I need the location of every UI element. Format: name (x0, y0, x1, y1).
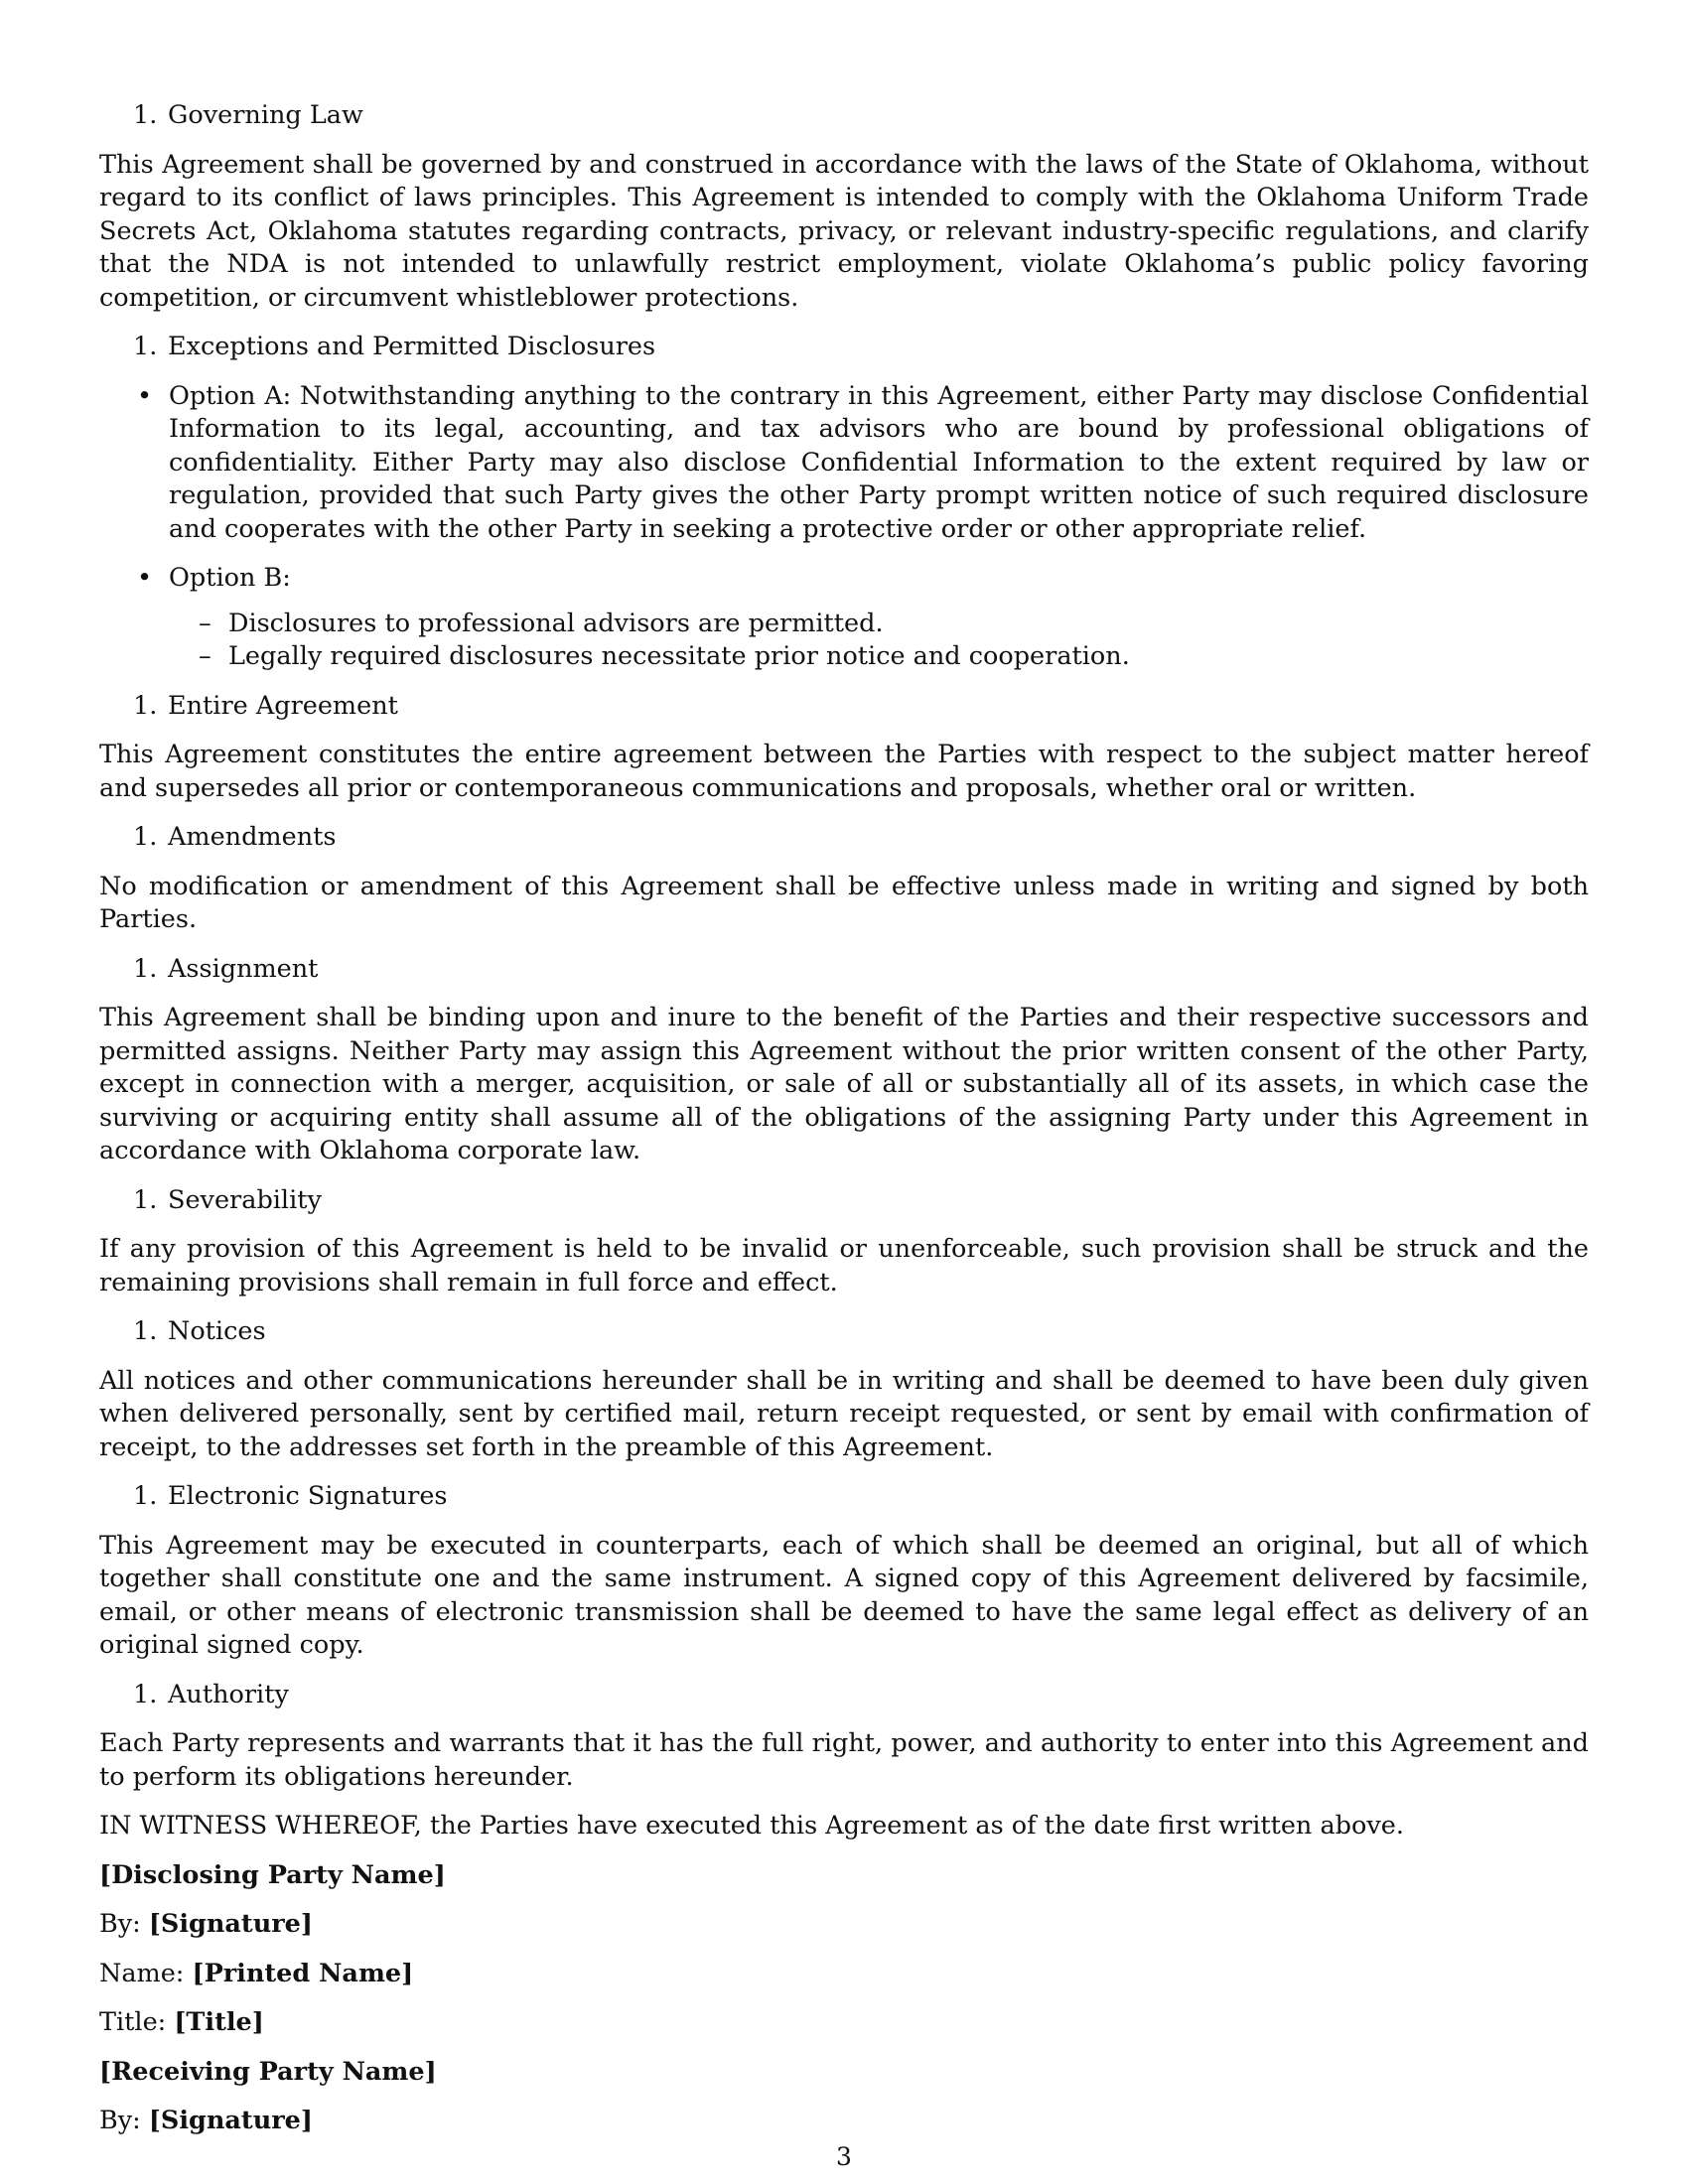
section-number: 1. (133, 1679, 158, 1709)
by-label: By: (99, 2106, 141, 2135)
option-b-text: Option B: (169, 563, 291, 593)
signature-placeholder: [Signature] (148, 2106, 313, 2135)
option-a-text: Option A: Notwithstanding anything to the contrary in this Agreement, either Party may disclose Confidential Information to its legal, accounting, and tax advisors who are bound by professional obligations of confidentiality. Either Party may also disclose Confidential Information to the extent required by law or regulation, provided that such Party gives the other Party prompt written notice of such required disclosure and cooperates with the other Party in seeking a protective order or other appropriate relief. (169, 380, 1589, 544)
section-heading-amendments (99, 821, 1589, 855)
disclosing-party-placeholder: [Disclosing Party Name] (99, 1859, 446, 1890)
section-number: 1. (133, 1481, 158, 1511)
section-number: 1. (133, 690, 158, 721)
dash-icon: – (199, 608, 211, 638)
section-number: 1. (133, 1184, 158, 1215)
by-line (99, 1908, 1589, 1942)
electronic-signatures-text: This Agreement may be executed in counterparts, each of which shall be deemed an original, but all of which together shall constitute one and the same instrument. A signed copy of this Agreement delivered by facsimile, email, or other means of electronic transmission shall be deemed to have the same legal effect as delivery of an original signed copy. (99, 1530, 1589, 1660)
section-title: Amendments (168, 822, 337, 852)
section-heading-severability (99, 1184, 1589, 1218)
name-label: Name: (99, 1958, 185, 1988)
section-number: 1. (133, 822, 158, 852)
section-title: Notices (168, 1316, 266, 1346)
name-line (99, 1958, 1589, 1991)
section-title: Assignment (168, 953, 319, 984)
notices-text: All notices and other communications hereunder shall be in writing and shall be deemed to have been duly given when delivered personally, sent by certified mail, return receipt requested, or sent by email with confirmation of receipt, to the addresses set forth in the preamble of this Agreement. (99, 1365, 1589, 1462)
list-item (169, 640, 1589, 674)
section-number: 1. (133, 332, 158, 361)
title-line (99, 2006, 1589, 2040)
list-item-text: Disclosures to professional advisors are permitted. (228, 608, 884, 638)
section-title: Governing Law (168, 100, 363, 130)
bullet-icon: • (137, 380, 153, 411)
severability-text: If any provision of this Agreement is held to be invalid or unenforceable, such provision shall be struck and the remaining provisions shall remain in full force and effect. (99, 1234, 1589, 1297)
section-heading-governing-law (99, 99, 1589, 133)
title-label: Title: (99, 2007, 167, 2037)
section-title: Exceptions and Permitted Disclosures (168, 332, 656, 361)
section-number: 1. (133, 1316, 158, 1346)
exceptions-options-list (99, 380, 1589, 674)
disclosing-party-name (99, 1859, 1589, 1893)
title-placeholder: [Title] (174, 2007, 264, 2037)
section-heading-authority (99, 1679, 1589, 1712)
entire-agreement-text: This Agreement constitutes the entire agreement between the Parties with respect to the subject matter hereof and supersedes all prior or contemporaneous communications and proposals, whether oral or written. (99, 740, 1589, 803)
page-number: 3 (836, 2142, 852, 2171)
section-title: Authority (168, 1679, 289, 1709)
governing-law-text: This Agreement shall be governed by and construed in accordance with the laws of the State of Oklahoma, without regard to its conflict of laws principles. This Agreement is intended to comply with the Oklahoma Uniform Trade Secrets Act, Oklahoma statutes regarding contracts, privacy, or relevant industry-specific regulations, and clarify that the NDA is not intended to unlawfully restrict employment, violate Oklahoma’s public policy favoring competition, or circumvent whistleblower protections. (99, 149, 1589, 313)
list-item-text: Legally required disclosures necessitate prior notice and cooperation. (228, 641, 1130, 671)
section-heading-notices (99, 1315, 1589, 1349)
section-heading-entire-agreement (99, 690, 1589, 724)
document-page (99, 99, 1589, 2154)
printed-name-placeholder: [Printed Name] (192, 1958, 414, 1988)
section-title: Electronic Signatures (168, 1481, 448, 1511)
option-a-item (99, 380, 1589, 547)
signature-placeholder: [Signature] (148, 1909, 313, 1939)
section-heading-assignment (99, 953, 1589, 987)
section-heading-exceptions (99, 331, 1589, 364)
dash-icon: – (199, 641, 211, 671)
option-b-item (99, 562, 1589, 674)
witness-statement: IN WITNESS WHEREOF, the Parties have executed this Agreement as of the date first written above. (99, 1811, 1404, 1841)
assignment-text: This Agreement shall be binding upon and inure to the benefit of the Parties and their respective successors and permitted assigns. Neither Party may assign this Agreement without the prior written consent of the other Party, except in connection with a merger, acquisition, or sale of all or substantially all of its assets, in which case the surviving or acquiring entity shall assume all of the obligations of the assigning Party under this Agreement in accordance with Oklahoma corporate law. (99, 1003, 1589, 1165)
option-b-sublist (169, 608, 1589, 674)
bullet-icon: • (137, 563, 153, 593)
amendments-text: No modification or amendment of this Agreement shall be effective unless made in writing and signed by both Parties. (99, 871, 1589, 934)
section-number: 1. (133, 953, 158, 984)
receiving-party-name (99, 2056, 1589, 2090)
receiving-party-placeholder: [Receiving Party Name] (99, 2056, 437, 2087)
section-number: 1. (133, 100, 158, 130)
authority-text: Each Party represents and warrants that it has the full right, power, and authority to enter into this Agreement and to perform its obligations hereunder. (99, 1728, 1589, 1792)
section-heading-electronic-signatures (99, 1480, 1589, 1514)
by-line-receiving (99, 2105, 1589, 2138)
by-label: By: (99, 1909, 141, 1939)
list-item (169, 608, 1589, 641)
section-title: Entire Agreement (168, 690, 398, 721)
section-title: Severability (168, 1184, 322, 1215)
